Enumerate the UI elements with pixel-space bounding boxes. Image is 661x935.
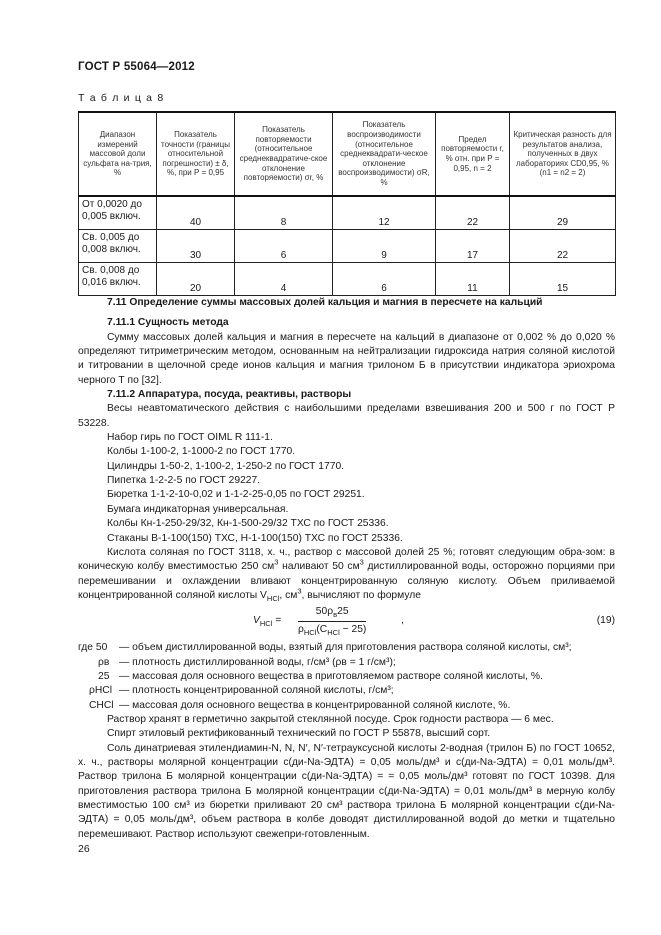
- table-cell: 40: [157, 196, 235, 230]
- table-header-row: [79, 112, 616, 196]
- subsection-title: 7.11.1 Сущность метода: [107, 317, 229, 329]
- table-cell: 8: [235, 196, 333, 230]
- page-number: 26: [78, 843, 90, 855]
- superscript: 3: [359, 557, 364, 567]
- paragraph: [78, 546, 615, 603]
- where-line: ρв — плотность дистиллированной воды, г/см³ (ρв = 1 г/см³);: [98, 656, 396, 668]
- subsection-title: 7.11.2 Аппаратура, посуда, реактивы, растворы: [107, 389, 352, 401]
- table-row: [79, 230, 616, 263]
- table-cell: От 0,0020 до 0,005 включ.: [79, 196, 157, 230]
- table-cell: 22: [436, 196, 510, 230]
- column-header: Диапазон измерений массовой доли сульфата на-трия, %: [79, 112, 157, 196]
- column-header: Предел повторяемости r, % отн. при Р = 0,95, n = 2: [436, 112, 510, 196]
- section-title: 7.11 Определение суммы массовых долей кальция и магния в пересчете на кальций: [107, 297, 543, 308]
- table-cell: Св. 0,005 до 0,008 включ.: [79, 230, 157, 263]
- data-table: [78, 111, 616, 296]
- column-header: Показатель точности (границы относительной погрешности) ± δ, %, при Р = 0,95: [157, 112, 235, 196]
- where-line: ρHCl — плотность концентрированной соляной кислоты, г/см³;: [89, 685, 394, 697]
- table-cell: 4: [235, 263, 333, 296]
- column-header: Показатель воспроизводимости (относительное среднеквадрати-ческое отклонение воспроизводимости) σR, %: [333, 112, 436, 196]
- list-item: Бюретка 1-1-2-10-0,02 и 1-1-2-25-0,05 по ГОСТ 29251.: [107, 489, 365, 501]
- text-run: наливают 50 см: [278, 561, 360, 573]
- paragraph: Весы неавтоматического действия с наибольшими пределами взвешивания 200 и 500 г по ГОСТ Р 53228.: [78, 403, 615, 429]
- formula-fraction: [298, 605, 366, 637]
- table-cell: Св. 0,008 до 0,016 включ.: [79, 263, 157, 296]
- table-cell: 20: [157, 263, 235, 296]
- list-item: Колбы 1-100-2, 1-1000-2 по ГОСТ 1770.: [107, 446, 296, 458]
- paragraph: Спирт этиловый ректификованный технический по ГОСТ Р 55878, высший сорт.: [107, 728, 491, 740]
- table-row: [79, 196, 616, 230]
- list-item: Пипетка 1-2-2-5 по ГОСТ 29227.: [107, 475, 261, 487]
- table-cell: 30: [157, 230, 235, 263]
- text-run: , вычисляют по формуле: [301, 589, 422, 601]
- formula-tail: ,: [401, 615, 404, 627]
- table-cell: 6: [235, 230, 333, 263]
- list-item: Бумага индикаторная универсальная.: [107, 503, 289, 515]
- table-cell: 6: [333, 263, 436, 296]
- table-cell: 15: [510, 263, 616, 296]
- superscript: 3: [274, 557, 279, 567]
- text-run: Кислота соляная по ГОСТ 3118, х. ч., раствор с массовой долей 25 %; готовят следующим обра-зом: в коническую колбу вместимостью 250 см: [78, 546, 615, 573]
- paragraph: Соль динатриевая этилендиамин-N, N, N′, N′-тетрауксусной кислоты 2-водная (трилон Б) по ГОСТ 10652, х. ч., растворы молярной концентрации c(ди-Na-ЭДТА) = 0,05 моль/дм³ и c(ди-Na-ЭДТА) = 0,01 моль/дм³. Раствор трилона Б молярной концентрации c(ди-Na-ЭДТА) = = 0,05 моль/дм³ готовят по ГОСТ 10398. Для приготовления раствора трилона Б молярной концентрации c(ди-Na-ЭДТА) = 0,01 моль/дм³ в мерную колбу вместимостью 100 см³ из бюретки приливают 20 см³ раствора трилона Б молярной концентрации c(ди-Na-ЭДТА) = 0,05 моль/дм³, объем раствора в колбе доводят дистиллированной водой до метки и тщательно перемешивают. Раствор используют свежепри-готовленным.: [78, 742, 615, 840]
- document-header: ГОСТ Р 55064—2012: [78, 61, 195, 73]
- document-body: [78, 296, 615, 842]
- table-cell: 9: [333, 230, 436, 263]
- column-header: Показатель повторяемости (относительное среднеквадратиче-ское отклонение повторяемости) σr, %: [235, 112, 333, 196]
- superscript: 3: [297, 586, 302, 596]
- paragraph: Раствор хранят в герметично закрытой стеклянной посуде. Срок годности раствора — 6 мес.: [107, 713, 554, 725]
- table-cell: 22: [510, 230, 616, 263]
- text-run: , см: [279, 589, 298, 601]
- subscript: HCl: [266, 593, 280, 603]
- where-line: 25 — массовая доля основного вещества в приготовляемом растворе соляной кислоты, %.: [98, 670, 543, 682]
- where-line: CHCl — массовая доля основного вещества в концентрированной соляной кислоте, %.: [89, 699, 511, 711]
- table-cell: 17: [436, 230, 510, 263]
- table-caption: Т а б л и ц а 8: [78, 92, 165, 104]
- list-item: Колбы Кн-1-250-29/32, Кн-1-500-29/32 ТХС по ГОСТ 25336.: [107, 518, 389, 530]
- list-item: Стаканы В-1-100(150) ТХС, Н-1-100(150) ТХС по ГОСТ 25336.: [107, 532, 403, 544]
- formula: [78, 603, 615, 641]
- column-header: Критическая разность для результатов анализа, полученных в двух лабораториях CD0,95, % (n1 = n2 = 2): [510, 112, 616, 196]
- list-item: Цилиндры 1-50-2, 1-100-2, 1-250-2 по ГОСТ 1770.: [107, 460, 345, 472]
- list-item: Набор гирь по ГОСТ OIML R 111-1.: [107, 432, 273, 444]
- where-line: где 50 — объем дистиллированной воды, взятый для приготовления раствора соляной кислоты, см³;: [78, 642, 572, 654]
- table-row: [79, 263, 616, 296]
- table-cell: 11: [436, 263, 510, 296]
- formula-denominator: $\rho_{HCl}(C_{HCl} - 25)$: [298, 623, 367, 637]
- paragraph: Сумму массовых долей кальция и магния в пересчете на кальций в диапазоне от 0,002 % до 0,020 % определяют титриметрическим методом, основанным на нейтрализации гидроксида натрия соляной кислотой и титровании в щелочной среде ионов кальция и магния трилоном Б в присутствии индикатора эриохрома черного Т по [32].: [78, 331, 615, 386]
- formula-number: (19): [596, 615, 615, 627]
- table-cell: 29: [510, 196, 616, 230]
- text-run: дистиллированной воды, осторожно порциями при перемешивании и охлаждении вливают концентрированную соляную кислоту. Объем приливаемой концентрированной соляной кислоты V: [78, 561, 615, 601]
- formula-lhs: $V_{HCl}$ =: [253, 615, 282, 629]
- table-cell: 12: [333, 196, 436, 230]
- formula-numerator: $50\rho_в25$: [298, 605, 366, 621]
